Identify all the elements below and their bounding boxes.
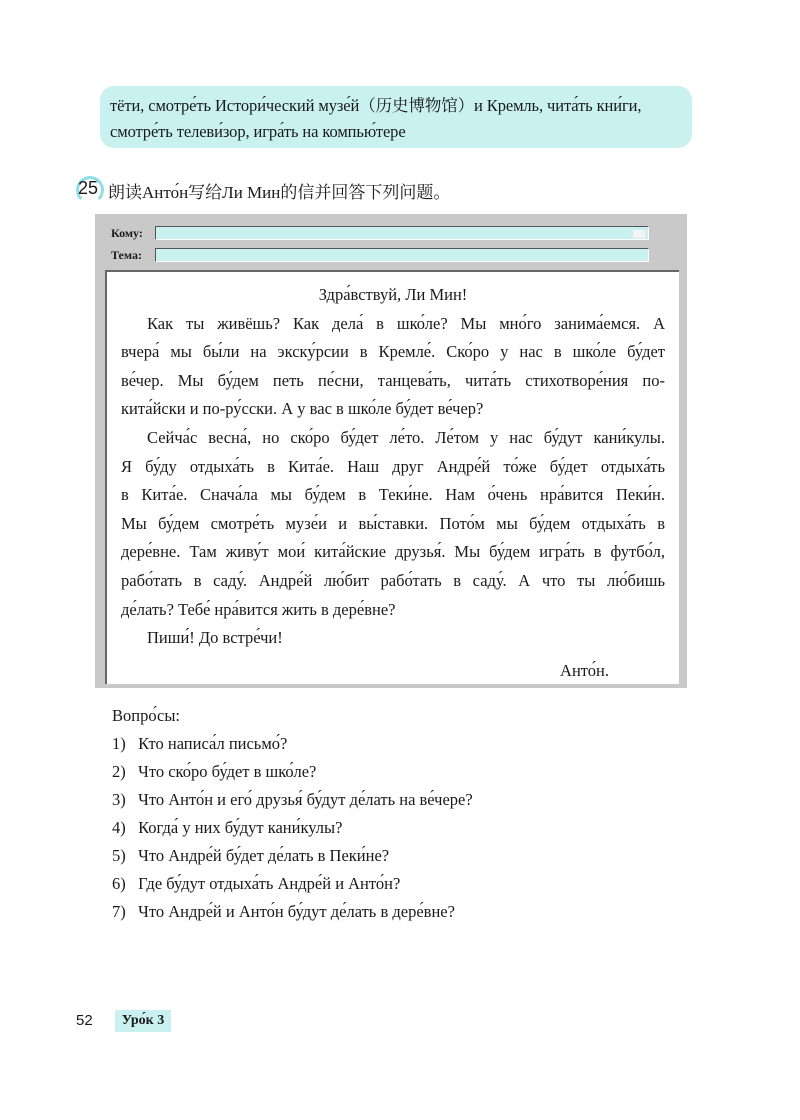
subject-label: Тема: (111, 248, 142, 262)
letter-window (95, 214, 687, 688)
questions-list (112, 730, 473, 926)
subject-field[interactable] (155, 248, 649, 262)
letter-line: Мы бу́дем смотре́ть музе́и и вы́ставки. Пото́м мы бу́дем отдыха́ть в (121, 513, 665, 533)
letter-signature: Анто́н. (560, 660, 609, 680)
exercise-title: 朗读Анто́н写给Ли Мин的信并回答下列问题。 (108, 183, 451, 202)
question-item: 4) Когда́ у них бу́дут кани́кулы? (112, 818, 343, 837)
letter-line: Сейча́с весна́, но ско́ро бу́дет ле́то. Ле́том у нас бу́дут кани́кулы. (147, 427, 665, 447)
letter-line: дере́вне. Там живу́т мои́ кита́йские друзья́. Мы бу́дем игра́ть в футбо́л, (121, 542, 665, 562)
letter-line: в Кита́е. Снача́ла мы бу́дем в Теки́не. Нам о́чень нра́вится Пеки́н. (121, 485, 665, 505)
letter-line: де́лать? Тебе́ нра́вится жить в дере́вне? (121, 599, 396, 619)
question-item: 5) Что Андре́й бу́дет де́лать в Пеки́не? (112, 846, 390, 865)
page-number: 52 (76, 1012, 93, 1029)
letter-body (105, 270, 679, 684)
to-label: Кому: (111, 226, 143, 240)
question-item: 3) Что Анто́н и его́ друзья́ бу́дут де́лать на ве́чере? (112, 790, 473, 809)
letter-line: кита́йски и по-ру́сски. А у вас в шко́ле бу́дет ве́чер? (121, 399, 484, 419)
question-item: 6) Где бу́дут отдыха́ть Андре́й и Анто́н? (112, 874, 401, 893)
question-item: 7) Что Андре́й и Анто́н бу́дут де́лать в дере́вне? (112, 902, 455, 921)
lesson-tag: Уро́к 3 (115, 1010, 171, 1032)
letter-line: вчера́ мы бы́ли на экску́рсии в Кремле́. Ско́ро у нас в шко́ле бу́дет (121, 342, 665, 362)
exercise-number: 25 (78, 178, 99, 198)
questions-heading: Вопро́сы: (112, 706, 180, 725)
note-line-2: смотре́ть телеви́зор, игра́ть на компью́тере (110, 122, 406, 141)
letter-line: рабо́тать в саду́. Андре́й лю́бит рабо́тать в саду́. А что ты лю́бишь (121, 570, 665, 590)
question-item: 2) Что ско́ро бу́дет в шко́ле? (112, 762, 317, 781)
letter-line: ве́чер. Мы бу́дем петь пе́сни, танцева́ть, чита́ть стихотворе́ния по- (121, 370, 665, 390)
question-item: 1) Кто написа́л письмо́? (112, 734, 288, 753)
letter-line: Я бу́ду отдыха́ть в Кита́е. Наш друг Андре́й то́же бу́дет отдыха́ть (121, 456, 665, 476)
to-field[interactable] (155, 226, 649, 240)
note-line-1: тёти, смотре́ть Истори́ческий музе́й（历史博物馆）и Кремль, чита́ть кни́ги, (110, 96, 642, 115)
field-button-icon[interactable] (633, 230, 645, 238)
letter-greeting: Здра́вствуй, Ли Мин! (318, 285, 468, 304)
letter-line: Как ты живёшь? Как дела́ в шко́ле? Мы мно́го занима́емся. А (147, 313, 665, 333)
letter-closing: Пиши́! До встре́чи! (147, 628, 283, 648)
vocabulary-note-box (100, 86, 692, 148)
